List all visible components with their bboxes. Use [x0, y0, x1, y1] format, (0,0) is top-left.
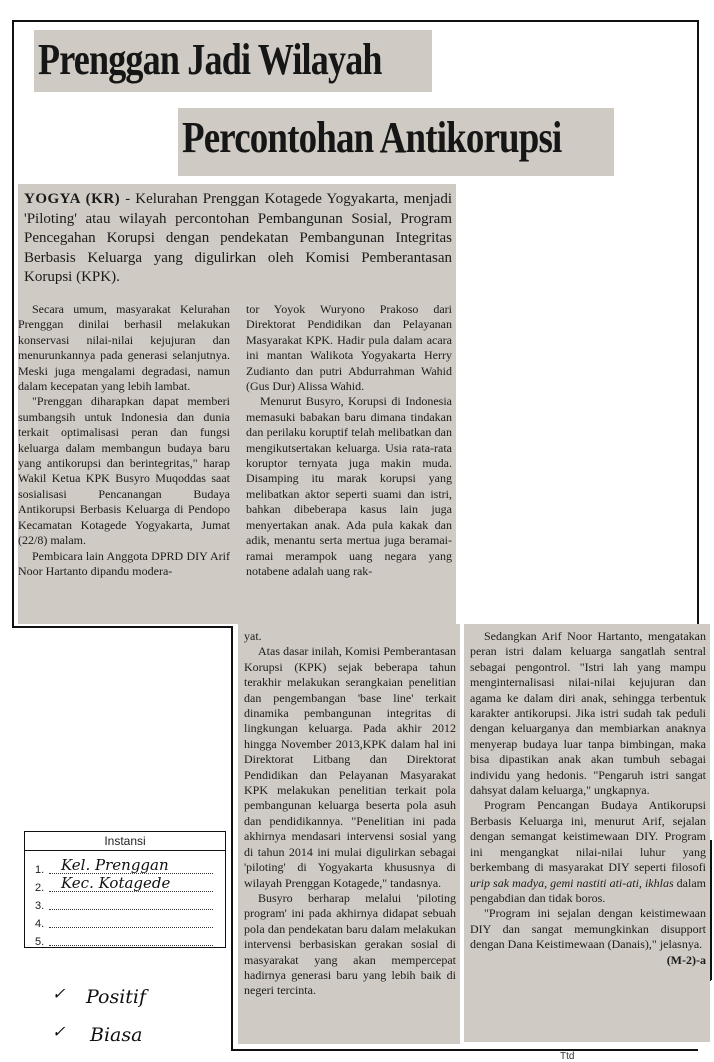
instansi-row — [35, 930, 221, 948]
headline-line-1: Prenggan Jadi Wilayah — [38, 35, 382, 84]
row-number: 3. — [35, 900, 45, 912]
article-column-1 — [18, 302, 230, 579]
instansi-form — [24, 831, 226, 948]
paragraph: Sedangkan Arif Noor Hartanto, mengatakan peran istri dalam keluarga sangatlah sentral sebagai pengontrol. "Istri lah yang mampu menginternalisasi nilai-nilai kejujuran dan agama ke dalam diri anak, sehingga terbentuk karakter antikorupsi. Jika istri sudah tak peduli dengan keluarganya dan membiarkan anaknya menyerap budaya luar tanpa bimbingan, maka bisa dipastikan anak akan tumbuh sebagai individu yang hedonis. "Pengaruh istri sangat dahsyat dalam keluarga," ungkapnya. — [470, 629, 706, 798]
row-number: 5. — [35, 936, 45, 948]
instansi-row — [35, 876, 221, 894]
paragraph: Menurut Busyro, Korupsi di Indonesia memasuki babakan baru dimana tindakan dan perilaku koruptif telah melibatkan dan mengikutsertakan keluarga. Usia rata-rata koruptor ternyata juga makin muda. Disamping itu marak korupsi yang melibatkan aktor seperti suami dan istri, bahkan dibeberapa kasus lain juga menyertakan anak. Ada pula kakak dan adik, menantu serta mertua juga beramai-ramai merampok uang negara yang notabene adalah uang rak- — [246, 394, 452, 578]
article-column-4 — [470, 629, 706, 968]
handwritten-biasa: Biasa — [90, 1024, 143, 1046]
instansi-row — [35, 912, 221, 930]
border-bottom — [231, 1049, 698, 1051]
border-top — [12, 20, 698, 22]
paragraph: Atas dasar inilah, Komisi Pemberantasan Korupsi (KPK) sejak beberapa tahun terakhir melakukan serangkaian penelitian dan pengembangan 'base line' terkait dinamika pembangunan integritas di lingkungan keluarga. Pada akhir 2012 hingga November 2013,KPK dalam hal ini Direktorat Litbang dan Direktorat Pendidikan dan Pelayanan Masyarakat KPK melakukan penelitian terkait pola pembangunan keluarga beserta pola asuh dan pendidikannya. "Penelitian ini pada akhirnya mendasari intervensi sosial yang di tahun 2014 ini mulai digulirkan sebagai 'piloting' di Yogyakarta khususnya di wilayah Prenggan Kotagede," tandasnya. — [244, 644, 456, 890]
instansi-title: Instansi — [25, 832, 225, 851]
paragraph: Secara umum, masyarakat Kelurahan Prenggan dinilai berhasil melakukan konservasi nilai-nilai kejujuran dan menurunkannya pada generasi selanjutnya. Meski juga mengalami degradasi, namun dalam kecepatan yang lebih lambat. — [18, 302, 230, 394]
paragraph: Busyro berharap melalui 'piloting program' ini pada akhirnya didapat sebuah pola dan pendekatan baru dalam melakukan intervensi berbasiskan gerakan sosial di masyarakat yang akan mempercepat hadirnya generasi baru yang lebih baik di negeri tercinta. — [244, 890, 456, 998]
article-column-3 — [244, 629, 456, 999]
row-number: 4. — [35, 918, 45, 930]
paragraph-text: Program Pencangan Budaya Antikorupsi Berbasis Keluarga ini, menurut Arif, sejalan dengan semangat keistimewaan DIY. Program ini mengangkat nilai-nilai luhur yang berkembang di masyarakat DIY seperti filosofi — [470, 798, 706, 875]
paragraph: tor Yoyok Wuryono Prakoso dari Direktorat Pendidikan dan Pelayanan Masyarakat KPK. Hadir pula dalam acara ini mantan Walikota Yogyakarta Herry Zudianto dan putri Abdurrahman Wahid (Gus Dur) Alissa Wahid. — [246, 302, 452, 394]
bracket-right-v — [710, 840, 712, 980]
footer-initials: Ttd — [560, 1051, 575, 1062]
paragraph — [470, 798, 706, 906]
handwritten-entry: Kel. Prenggan — [61, 856, 169, 874]
check-mark-icon: ✓ — [52, 1022, 66, 1041]
signoff: (M-2)-a — [666, 952, 706, 967]
border-left — [12, 20, 14, 627]
border-mid — [12, 626, 232, 628]
dateline: YOGYA (KR) — [24, 191, 121, 207]
lead-text: - Kelurahan Prenggan Kotagede Yogyakarta, menjadi 'Piloting' atau wilayah percontohan Pembangunan Sosial, Program Pencegahan Korupsi dengan pendekatan Pembangunan Integritas Berbasis Keluarga yang digulirkan oleh Komisi Pemberantasan Korupsi (KPK). — [24, 191, 452, 285]
paragraph: "Prenggan diharapkan dapat memberi sumbangsih untuk Indonesia dan dunia terkait optimalisasi peran dan fungsi keluarga dalam membangun budaya baru yang antikorupsi dan berintegritas," harap Wakil Ketua KPK Busyro Muqoddas saat sosialisasi Pencanangan Budaya Antikorupsi Berbasis Keluarga di Pendopo Kecamatan Kotagede Yogyakarta, Jumat (22/8) malam. — [18, 394, 230, 548]
handwritten-positif: Positif — [86, 986, 147, 1008]
paragraph-text: "Program ini sejalan dengan keistimewaan DIY dan sangat memungkinkan disupport dengan Dana Keistimewaan (Danais)," jelasnya. — [470, 906, 706, 952]
article-column-2 — [246, 302, 452, 579]
check-mark-icon: ✓ — [52, 984, 66, 1003]
row-number: 1. — [35, 864, 45, 876]
border-inner-left — [231, 626, 233, 1050]
paragraph — [470, 906, 706, 967]
lead-paragraph — [24, 190, 452, 288]
paragraph-text: dalam pengabdian dan tidak boros. — [470, 875, 706, 905]
dotted-line — [49, 909, 213, 910]
philosophy-text: urip sak madya, gemi nastiti ati-ati, ikhlas — [470, 875, 674, 890]
row-number: 2. — [35, 882, 45, 894]
dotted-line — [49, 945, 213, 946]
handwritten-entry: Kec. Kotagede — [61, 874, 171, 892]
dotted-line — [49, 927, 213, 928]
instansi-row — [35, 894, 221, 912]
paragraph: yat. — [244, 629, 262, 643]
headline-line-2: Percontohan Antikorupsi — [182, 113, 562, 162]
paragraph: Pembicara lain Anggota DPRD DIY Arif Noor Hartanto dipandu modera- — [18, 548, 230, 578]
